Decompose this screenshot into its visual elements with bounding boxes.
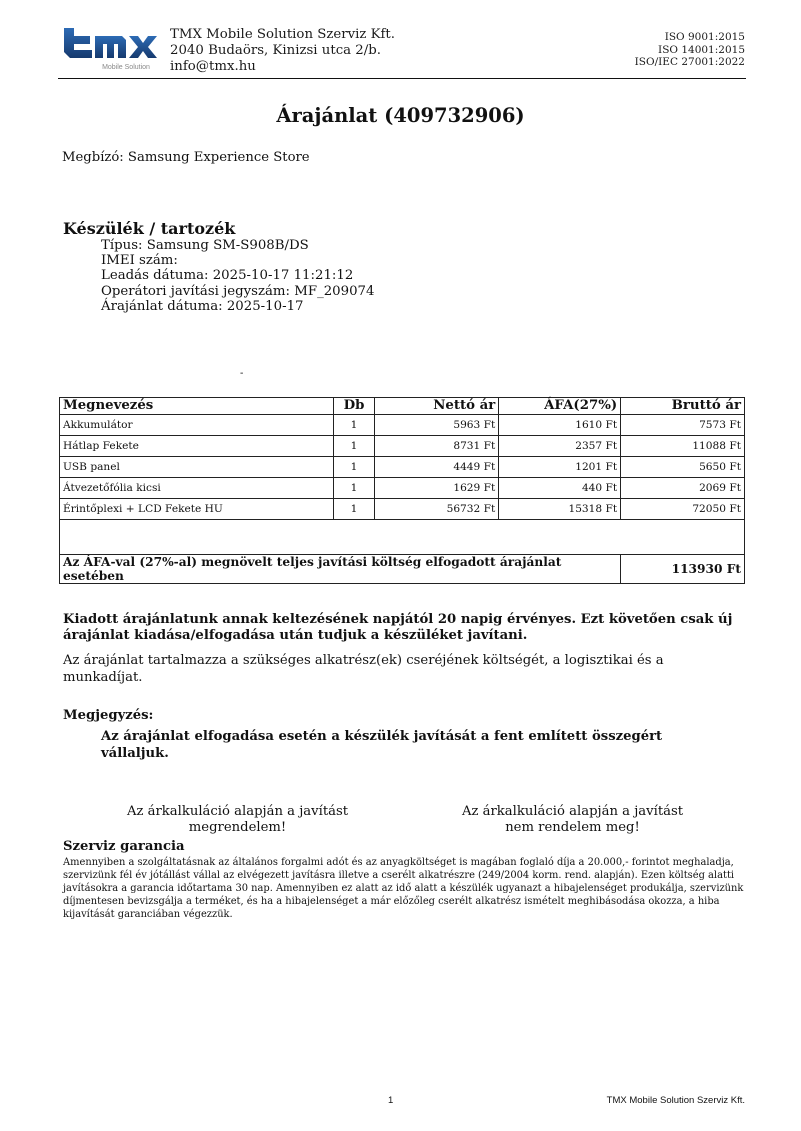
item-name: Átvezetőfólia kicsi — [60, 478, 334, 499]
item-gross: 72050 Ft — [621, 499, 745, 520]
table-row — [60, 436, 745, 457]
page-number: 1 — [388, 1095, 394, 1106]
company-address: 2040 Budaörs, Kinizsi utca 2/b. — [170, 43, 381, 58]
item-vat: 2357 Ft — [499, 436, 621, 457]
item-name: Érintőplexi + LCD Fekete HU — [60, 499, 334, 520]
validity-notice: Kiadott árajánlatunk annak keltezésének napjától 20 napig érvényes. Ezt követően csak új árajánlat kiadása/elfogadása után tudjuk a készüléket javítani. — [63, 612, 733, 643]
item-net: 56732 Ft — [375, 499, 499, 520]
warranty-title: Szerviz garancia — [63, 839, 185, 854]
item-gross: 5650 Ft — [621, 457, 745, 478]
item-vat: 1610 Ft — [499, 415, 621, 436]
quote-date: Árajánlat dátuma: 2025-10-17 — [101, 298, 304, 314]
item-qty: 1 — [333, 478, 375, 499]
table-row — [60, 499, 745, 520]
order-decline-line: nem rendelem meg! — [505, 820, 640, 835]
item-net: 1629 Ft — [375, 478, 499, 499]
device-imei: IMEI szám: — [101, 253, 178, 269]
company-logo — [60, 26, 160, 72]
table-total-row — [60, 555, 745, 584]
device-dropoff-date: Leadás dátuma: 2025-10-17 11:21:12 — [101, 268, 354, 284]
column-header-vat: ÁFA(27%) — [499, 398, 621, 415]
item-vat: 440 Ft — [499, 478, 621, 499]
company-email: info@tmx.hu — [170, 59, 256, 74]
document-title: Árajánlat (409732906) — [276, 104, 525, 127]
order-accept-statement — [100, 804, 375, 836]
item-net: 8731 Ft — [375, 436, 499, 457]
item-vat: 1201 Ft — [499, 457, 621, 478]
total-value: 113930 Ft — [621, 555, 745, 584]
certification: ISO 14001:2015 — [658, 43, 745, 56]
logo-subtext: Mobile Solution — [102, 64, 150, 71]
table-row — [60, 478, 745, 499]
certification: ISO 9001:2015 — [664, 31, 745, 43]
item-net: 4449 Ft — [375, 457, 499, 478]
stray-mark: - — [240, 368, 244, 379]
table-spacer-row — [60, 520, 745, 555]
company-name: TMX Mobile Solution Szerviz Kft. — [170, 27, 395, 42]
item-name: Akkumulátor — [60, 415, 334, 436]
device-type: Típus: Samsung SM-S908B/DS — [101, 238, 309, 253]
order-decline-statement — [440, 804, 705, 836]
column-header-qty: Db — [333, 398, 375, 415]
item-qty: 1 — [333, 457, 375, 478]
item-name: Hátlap Fekete — [60, 436, 334, 457]
item-name: USB panel — [60, 457, 334, 478]
column-header-name: Megnevezés — [60, 398, 334, 415]
order-decline-line: Az árkalkuláció alapján a javítást — [461, 804, 684, 819]
item-qty: 1 — [333, 499, 375, 520]
spacer-cell — [60, 520, 745, 555]
order-accept-line: megrendelem! — [188, 820, 287, 835]
note-body: Az árajánlat elfogadása esetén a készülék javítását a fent említett összegért vállaljuk. — [101, 729, 663, 761]
item-gross: 7573 Ft — [621, 415, 745, 436]
item-qty: 1 — [333, 436, 375, 457]
certification: ISO/IEC 27001:2022 — [634, 56, 745, 68]
device-section-title: Készülék / tartozék — [63, 219, 236, 238]
item-gross: 2069 Ft — [621, 478, 745, 499]
client-line: Megbízó: Samsung Experience Store — [62, 150, 310, 165]
warranty-body: Amennyiben a szolgáltatásnak az általános forgalmi adót és az anyagköltséget is magában foglaló díja a 20.000,- forintot meghaladja, szervizünk fél év jótállást vállal az elvégezett javításra illetve a cserélt alkatrészre (249/2004 korm. rend. alapján). Ezen költség alatti javításokra a garancia időtartama 30 nap. Amennyiben ez alatt az idő alatt a készülék ugyanazt a hibajelenséget produkálja, szervizünk díjmentesen bevizsgálja a terméket, és ha a hibajelenséget a már előzőleg cserélt alkatrész ismételt meghibásodása okozza, a hiba kijavítását garanciában végezzük. — [63, 857, 744, 920]
includes-notice: Az árajánlat tartalmazza a szükséges alkatrész(ek) cseréjének költségét, a logisztikai és a munkadíjat. — [63, 653, 664, 685]
items-table — [59, 397, 745, 584]
device-details — [101, 238, 374, 314]
certifications — [635, 31, 745, 69]
company-info — [170, 27, 395, 75]
total-label: Az ÁFA-val (27%-al) megnövelt teljes javítási költség elfogadott árajánlat esetében — [60, 555, 621, 584]
item-qty: 1 — [333, 415, 375, 436]
item-gross: 11088 Ft — [621, 436, 745, 457]
tmx-logo-icon — [60, 26, 160, 72]
footer-company: TMX Mobile Solution Szerviz Kft. — [606, 1095, 745, 1106]
item-vat: 15318 Ft — [499, 499, 621, 520]
device-ticket-number: Operátori javítási jegyszám: MF_209074 — [101, 283, 375, 299]
order-accept-line: Az árkalkuláció alapján a javítást — [126, 804, 349, 819]
table-row — [60, 415, 745, 436]
table-header-row — [60, 398, 745, 415]
column-header-net: Nettó ár — [375, 398, 499, 415]
column-header-gross: Bruttó ár — [621, 398, 745, 415]
header-divider — [58, 78, 746, 79]
note-title: Megjegyzés: — [63, 708, 154, 723]
table-row — [60, 457, 745, 478]
item-net: 5963 Ft — [375, 415, 499, 436]
